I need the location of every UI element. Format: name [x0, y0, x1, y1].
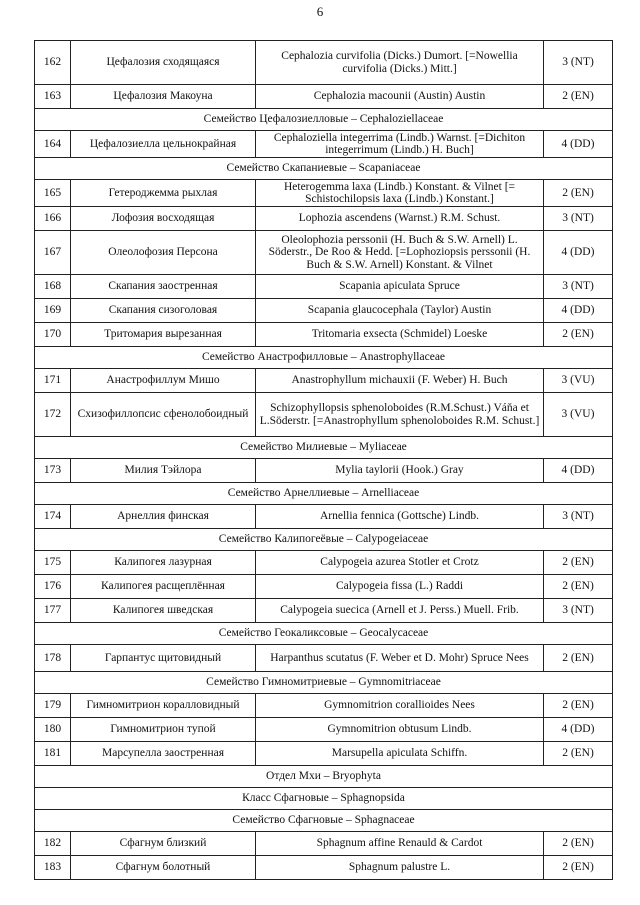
latin-name: Lophozia ascendens (Warnst.) R.M. Schust.: [256, 207, 544, 231]
status-category: 2 (EN): [544, 645, 613, 672]
species-number: 175: [35, 551, 71, 575]
section-title: Семейство Милиевые – Myliaceae: [35, 437, 613, 459]
russian-name: Скапания заостренная: [71, 275, 256, 299]
table-row: [35, 85, 613, 109]
species-number: 181: [35, 742, 71, 766]
latin-name: Anastrophyllum michauxii (F. Weber) H. Buch: [256, 369, 544, 393]
status-category: 3 (NT): [544, 505, 613, 529]
latin-name: Arnellia fennica (Gottsche) Lindb.: [256, 505, 544, 529]
status-category: 2 (EN): [544, 694, 613, 718]
russian-name: Арнеллия финская: [71, 505, 256, 529]
table-row: [35, 694, 613, 718]
species-number: 182: [35, 832, 71, 856]
russian-name: Лофозия восходящая: [71, 207, 256, 231]
russian-name: Гарпантус щитовидный: [71, 645, 256, 672]
latin-name: Sphagnum palustre L.: [256, 856, 544, 880]
species-number: 168: [35, 275, 71, 299]
page-number: 6: [316, 4, 324, 19]
status-category: 4 (DD): [544, 718, 613, 742]
latin-name: Tritomaria exsecta (Schmidel) Loeske: [256, 323, 544, 347]
status-category: 2 (EN): [544, 551, 613, 575]
table-row: [35, 131, 613, 158]
status-category: 4 (DD): [544, 299, 613, 323]
russian-name: Калипогея расщеплённая: [71, 575, 256, 599]
status-category: 3 (NT): [544, 41, 613, 85]
status-category: 3 (VU): [544, 393, 613, 437]
status-category: 3 (NT): [544, 275, 613, 299]
species-table: [34, 40, 613, 880]
section-title: Семейство Геокаликсовые – Geocalycaceae: [35, 623, 613, 645]
russian-name: Цефалозия сходящаяся: [71, 41, 256, 85]
species-number: 164: [35, 131, 71, 158]
latin-name: Harpanthus scutatus (F. Weber et D. Mohr) Spruce Nees: [256, 645, 544, 672]
section-row: [35, 109, 613, 131]
status-category: 2 (EN): [544, 742, 613, 766]
table-row: [35, 459, 613, 483]
section-row: [35, 437, 613, 459]
species-number: 162: [35, 41, 71, 85]
status-category: 2 (EN): [544, 856, 613, 880]
table-row: [35, 231, 613, 275]
russian-name: Сфагнум близкий: [71, 832, 256, 856]
russian-name: Гетероджемма рыхлая: [71, 180, 256, 207]
latin-name: Cephalozia macounii (Austin) Austin: [256, 85, 544, 109]
status-category: 4 (DD): [544, 459, 613, 483]
status-category: 2 (EN): [544, 323, 613, 347]
table-row: [35, 599, 613, 623]
species-number: 176: [35, 575, 71, 599]
status-category: 2 (EN): [544, 180, 613, 207]
latin-name: Cephalozia curvifolia (Dicks.) Dumort. [=Nowellia curvifolia (Dicks.) Mitt.]: [256, 41, 544, 85]
table-row: [35, 645, 613, 672]
section-row: [35, 158, 613, 180]
russian-name: Тритомария вырезанная: [71, 323, 256, 347]
latin-name: Sphagnum affine Renauld & Cardot: [256, 832, 544, 856]
russian-name: Калипогея шведская: [71, 599, 256, 623]
section-title: Семейство Анастрофилловые – Anastrophyllaceae: [35, 347, 613, 369]
status-category: 2 (EN): [544, 85, 613, 109]
russian-name: Анастрофиллум Мишо: [71, 369, 256, 393]
russian-name: Марсупелла заостренная: [71, 742, 256, 766]
russian-name: Цефалозия Макоуна: [71, 85, 256, 109]
table-row: [35, 505, 613, 529]
latin-name: Schizophyllopsis sphenoloboides (R.M.Schust.) Váňa et L.Söderstr. [=Anastrophyllum sphenoloboides R.M. Schust.]: [256, 393, 544, 437]
latin-name: Scapania apiculata Spruce: [256, 275, 544, 299]
status-category: 4 (DD): [544, 131, 613, 158]
russian-name: Гимномитрион тупой: [71, 718, 256, 742]
species-number: 166: [35, 207, 71, 231]
latin-name: Calypogeia azurea Stotler et Crotz: [256, 551, 544, 575]
species-number: 171: [35, 369, 71, 393]
table-row: [35, 323, 613, 347]
status-category: 3 (NT): [544, 599, 613, 623]
section-title: Семейство Цефалозиелловые – Cephaloziellaceae: [35, 109, 613, 131]
section-row: [35, 672, 613, 694]
table-row: [35, 575, 613, 599]
latin-name: Gymnomitrion obtusum Lindb.: [256, 718, 544, 742]
russian-name: Цефалозиелла цельнокрайная: [71, 131, 256, 158]
table-row: [35, 856, 613, 880]
russian-name: Скапания сизоголовая: [71, 299, 256, 323]
table-row: [35, 299, 613, 323]
section-row: [35, 766, 613, 788]
table-row: [35, 718, 613, 742]
russian-name: Милия Тэйлора: [71, 459, 256, 483]
section-title: Семейство Скапаниевые – Scapaniaceae: [35, 158, 613, 180]
latin-name: Heterogemma laxa (Lindb.) Konstant. & Vilnet [= Schistochilopsis laxa (Lindb.) Konstant.]: [256, 180, 544, 207]
section-title: Отдел Мхи – Bryophyta: [35, 766, 613, 788]
russian-name: Олеолофозия Персона: [71, 231, 256, 275]
latin-name: Calypogeia fissa (L.) Raddi: [256, 575, 544, 599]
section-row: [35, 810, 613, 832]
species-number: 174: [35, 505, 71, 529]
status-category: 3 (VU): [544, 369, 613, 393]
section-title: Класс Сфагновые – Sphagnopsida: [35, 788, 613, 810]
species-number: 173: [35, 459, 71, 483]
species-table-body: [35, 41, 613, 880]
table-row: [35, 742, 613, 766]
table-row: [35, 41, 613, 85]
species-number: 183: [35, 856, 71, 880]
russian-name: Сфагнум болотный: [71, 856, 256, 880]
table-row: [35, 551, 613, 575]
russian-name: Калипогея лазурная: [71, 551, 256, 575]
table-row: [35, 180, 613, 207]
section-row: [35, 788, 613, 810]
section-row: [35, 347, 613, 369]
table-row: [35, 393, 613, 437]
latin-name: Oleolophozia perssonii (H. Buch & S.W. Arnell) L. Söderstr., De Roo & Hedd. [=Lophoziopsis perssonii (H. Buch & S.W. Arnell) Konstant. & Vilnet: [256, 231, 544, 275]
status-category: 3 (NT): [544, 207, 613, 231]
species-number: 177: [35, 599, 71, 623]
section-row: [35, 529, 613, 551]
species-number: 180: [35, 718, 71, 742]
latin-name: Cephaloziella integerrima (Lindb.) Warnst. [=Dichiton integerrimum (Lindb.) H. Buch]: [256, 131, 544, 158]
section-title: Семейство Арнеллиевые – Arnelliaceae: [35, 483, 613, 505]
table-row: [35, 275, 613, 299]
table-row: [35, 832, 613, 856]
latin-name: Mylia taylorii (Hook.) Gray: [256, 459, 544, 483]
table-row: [35, 369, 613, 393]
latin-name: Gymnomitrion corallioides Nees: [256, 694, 544, 718]
latin-name: Marsupella apiculata Schiffn.: [256, 742, 544, 766]
species-number: 169: [35, 299, 71, 323]
species-number: 163: [35, 85, 71, 109]
species-number: 178: [35, 645, 71, 672]
status-category: 4 (DD): [544, 231, 613, 275]
latin-name: Calypogeia suecica (Arnell et J. Perss.) Muell. Frib.: [256, 599, 544, 623]
russian-name: Гимномитрион коралловидный: [71, 694, 256, 718]
species-number: 179: [35, 694, 71, 718]
latin-name: Scapania glaucocephala (Taylor) Austin: [256, 299, 544, 323]
species-number: 172: [35, 393, 71, 437]
species-number: 170: [35, 323, 71, 347]
section-title: Семейство Калипогеёвые – Calypogeiaceae: [35, 529, 613, 551]
table-row: [35, 207, 613, 231]
species-number: 165: [35, 180, 71, 207]
species-number: 167: [35, 231, 71, 275]
russian-name: Схизофиллопсис сфенолобоидный: [71, 393, 256, 437]
section-row: [35, 483, 613, 505]
status-category: 2 (EN): [544, 575, 613, 599]
status-category: 2 (EN): [544, 832, 613, 856]
section-row: [35, 623, 613, 645]
section-title: Семейство Сфагновые – Sphagnaceae: [35, 810, 613, 832]
section-title: Семейство Гимномитриевые – Gymnomitriaceae: [35, 672, 613, 694]
